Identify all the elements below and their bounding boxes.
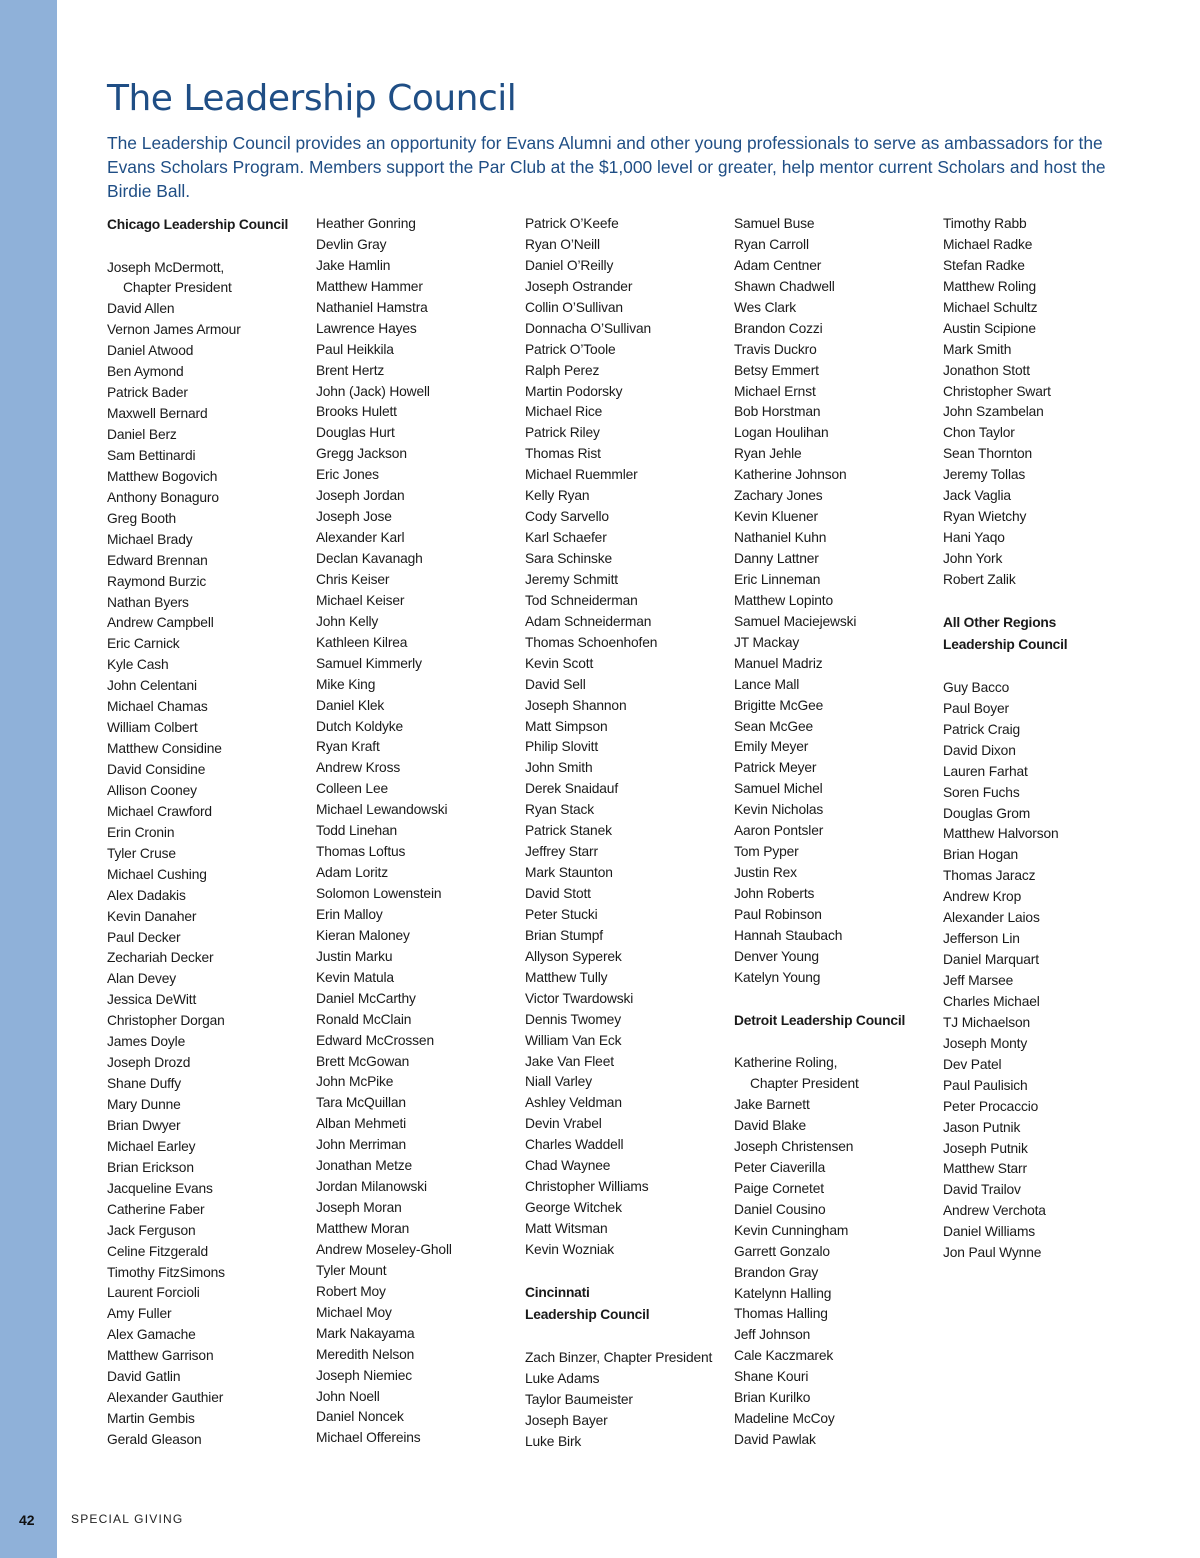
member-name: Joseph Ostrander [525, 278, 633, 294]
member-name: Joseph Drozd [107, 1055, 191, 1071]
member-name: Joseph Moran [316, 1200, 402, 1216]
name-column-5 [943, 214, 1143, 1264]
member-name: John York [943, 551, 1003, 566]
member-name: William Van Eck [525, 1032, 622, 1048]
member-name: Brian Stumpf [525, 927, 603, 943]
member-name: Jacqueline Evans [107, 1180, 213, 1196]
council-heading: All Other Regions [943, 614, 1057, 630]
member-name: Paul Decker [107, 929, 181, 945]
member-name: Patrick O’Toole [525, 341, 616, 357]
member-name: John McPike [316, 1074, 394, 1090]
member-name: David Gatlin [107, 1369, 181, 1385]
member-name: Katelynn Halling [734, 1285, 832, 1301]
member-name: Jeff Johnson [734, 1327, 811, 1343]
member-name: Matthew Starr [943, 1161, 1027, 1177]
member-name: Thomas Schoenhofen [525, 634, 658, 650]
member-name: Hani Yaqo [943, 530, 1005, 546]
member-name: Ryan Jehle [734, 446, 802, 462]
member-name: John Celentani [107, 678, 197, 694]
spacer [525, 1261, 725, 1282]
member-name: Charles Michael [943, 993, 1040, 1009]
member-name: Alban Mehmeti [316, 1116, 407, 1132]
member-name: John (Jack) Howell [316, 383, 430, 399]
member-name: Ryan Kraft [316, 739, 380, 755]
member-name: Katherine Roling, [734, 1055, 838, 1071]
member-name: Devin Vrabel [525, 1116, 602, 1132]
member-name: Charles Waddell [525, 1137, 624, 1153]
spacer [943, 591, 1143, 612]
member-name: Donnacha O’Sullivan [525, 320, 651, 336]
spacer [107, 237, 307, 258]
member-name: Christopher Williams [525, 1179, 649, 1195]
member-name: Laurent Forcioli [107, 1285, 200, 1301]
member-name: Chon Taylor [943, 425, 1015, 441]
member-name: Christopher Swart [943, 383, 1051, 399]
member-name: Wes Clark [734, 299, 797, 315]
member-name: Robert Moy [316, 1283, 386, 1299]
council-heading: Leadership Council [943, 637, 1068, 653]
member-name: Niall Varley [525, 1074, 592, 1090]
member-name: David Sell [525, 676, 586, 692]
member-name: Jeremy Schmitt [525, 571, 618, 587]
member-name: Samuel Maciejewski [734, 613, 857, 629]
member-name: Lauren Farhat [943, 763, 1028, 779]
member-name: Mark Smith [943, 341, 1012, 357]
member-name: Anthony Bonaguro [107, 489, 219, 505]
member-name: Jack Ferguson [107, 1222, 196, 1238]
member-name: Ryan Carroll [734, 236, 809, 252]
member-name: Jeff Marsee [943, 973, 1014, 988]
member-name: Karl Schaefer [525, 530, 607, 546]
member-name: Michael Radke [943, 236, 1033, 252]
member-name: Nathaniel Hamstra [316, 299, 428, 315]
member-name: Emily Meyer [734, 739, 809, 755]
member-name: John Smith [525, 760, 593, 776]
member-name: Kevin Danaher [107, 908, 197, 924]
member-name: Daniel Berz [107, 427, 177, 442]
member-name: Kevin Cunningham [734, 1222, 849, 1238]
member-name: Mary Dunne [107, 1097, 181, 1112]
member-name: Joseph Jordan [316, 488, 405, 504]
member-name: John Szambelan [943, 404, 1044, 420]
member-name: Nathan Byers [107, 594, 189, 610]
spacer [943, 657, 1143, 678]
member-name: Andrew Krop [943, 889, 1022, 905]
member-name: Derek Snaidauf [525, 781, 619, 797]
member-name: Chad Waynee [525, 1158, 611, 1174]
member-name: Michael Moy [316, 1304, 392, 1320]
member-name: Ryan O’Neill [525, 236, 600, 252]
member-name: Michael Lewandowski [316, 802, 448, 818]
member-name: Paul Paulisich [943, 1077, 1028, 1093]
member-name: Madeline McCoy [734, 1411, 835, 1427]
member-name: Martin Podorsky [525, 383, 623, 399]
member-name: Alexander Laios [943, 910, 1040, 926]
member-name: Tara McQuillan [316, 1095, 406, 1111]
member-name: Andrew Kross [316, 760, 401, 776]
member-name: Brandon Gray [734, 1264, 819, 1280]
member-name: Lawrence Hayes [316, 320, 417, 336]
member-name: George Witchek [525, 1200, 622, 1216]
member-name: Andrew Moseley-Gholl [316, 1241, 452, 1257]
member-name: Daniel Klek [316, 697, 385, 713]
member-name: Greg Booth [107, 510, 177, 526]
member-name: Shane Kouri [734, 1369, 809, 1385]
member-name: Philip Slovitt [525, 739, 599, 755]
member-name: Mike King [316, 676, 376, 692]
member-name: Brent Hertz [316, 362, 385, 378]
member-name: Denver Young [734, 948, 819, 964]
member-name: Gregg Jackson [316, 446, 407, 462]
name-column-1 [107, 214, 307, 1451]
member-name: Solomon Lowenstein [316, 886, 442, 901]
member-name: Allyson Syperek [525, 948, 622, 964]
member-name: Matthew Considine [107, 741, 222, 757]
member-name: Kevin Kluener [734, 509, 818, 525]
council-heading: Cincinnati [525, 1284, 590, 1300]
member-name: Daniel Atwood [107, 343, 194, 359]
member-name: Robert Zalik [943, 571, 1016, 587]
member-name: Matthew Roling [943, 278, 1036, 294]
member-name: Nathaniel Kuhn [734, 530, 827, 546]
member-name: Joseph Jose [316, 509, 392, 525]
member-name: William Colbert [107, 720, 198, 736]
member-name: Erin Cronin [107, 824, 175, 840]
member-name: Cale Kaczmarek [734, 1348, 834, 1364]
member-name: Michael Ernst [734, 383, 816, 399]
member-name: Matthew Lopinto [734, 592, 833, 608]
member-name: Justin Rex [734, 865, 797, 881]
member-name: Alex Dadakis [107, 887, 186, 903]
member-name: Douglas Grom [943, 805, 1031, 821]
member-name: Jonathon Stott [943, 362, 1030, 378]
member-name: Victor Twardowski [525, 990, 634, 1006]
member-name: Joseph Christensen [734, 1138, 854, 1154]
member-name: Amy Fuller [107, 1306, 172, 1322]
member-name: Zach Binzer, Chapter President [525, 1349, 713, 1365]
member-name: Adam Centner [734, 257, 822, 273]
member-name: Mark Nakayama [316, 1325, 415, 1341]
member-name: Eric Jones [316, 467, 379, 483]
member-name: Jonathan Metze [316, 1158, 413, 1174]
member-name: Zechariah Decker [107, 950, 214, 966]
member-name: Daniel O’Reilly [525, 257, 614, 273]
member-name: Alex Gamache [107, 1327, 196, 1343]
name-column-2 [316, 214, 516, 1449]
member-name: Zachary Jones [734, 488, 823, 504]
member-name: Peter Ciaverilla [734, 1159, 826, 1175]
council-heading: Detroit Leadership Council [734, 1012, 906, 1028]
name-column-4 [734, 214, 934, 1451]
member-name: Timothy Rabb [943, 216, 1027, 231]
member-name: Michael Rice [525, 404, 603, 420]
member-name: Matthew Hammer [316, 278, 423, 294]
member-name: Taylor Baumeister [525, 1391, 633, 1407]
member-name: Matthew Tully [525, 969, 608, 985]
member-name: Jessica DeWitt [107, 992, 197, 1008]
member-name: Devlin Gray [316, 236, 387, 252]
member-name: Jon Paul Wynne [943, 1245, 1042, 1261]
member-name: Dev Patel [943, 1056, 1002, 1072]
spacer [734, 989, 934, 1010]
member-name: John Merriman [316, 1137, 407, 1153]
member-name: Paul Robinson [734, 906, 822, 922]
intro-paragraph: The Leadership Council provides an opportunity for Evans Alumni and other young professionals to serve as ambassadors for the Evans Scholars Program. Members support the Par Club at the $1,000 level or greater, help mentor current Scholars and host the Birdie Ball. [107, 133, 1106, 201]
member-name: Alexander Gauthier [107, 1390, 224, 1406]
member-name: TJ Michaelson [943, 1014, 1030, 1030]
member-name: Raymond Burzic [107, 573, 207, 589]
member-name: Brian Kurilko [734, 1390, 811, 1406]
member-name: Dennis Twomey [525, 1011, 621, 1027]
member-name: Samuel Kimmerly [316, 655, 422, 671]
member-name: Brooks Hulett [316, 404, 397, 420]
member-name: Catherine Faber [107, 1201, 205, 1217]
member-name: Jeremy Tollas [943, 467, 1026, 483]
member-name: Edward McCrossen [316, 1032, 434, 1048]
member-name: Tyler Mount [316, 1262, 387, 1278]
member-name: Joseph Shannon [525, 697, 627, 713]
member-name: Eric Linneman [734, 571, 821, 587]
member-name: Manuel Madriz [734, 655, 823, 671]
member-name: Sara Schinske [525, 551, 613, 566]
member-name: Joseph McDermott, [107, 259, 225, 275]
member-name: Edward Brennan [107, 552, 208, 568]
member-name: Alexander Karl [316, 530, 405, 546]
member-name: Meredith Nelson [316, 1346, 415, 1362]
member-name: Michael Brady [107, 531, 193, 547]
member-name: Matthew Garrison [107, 1348, 214, 1364]
member-name: Katherine Johnson [734, 467, 847, 483]
member-name: Chris Keiser [316, 571, 390, 587]
member-name: Daniel Marquart [943, 952, 1039, 968]
member-name: David Allen [107, 301, 175, 317]
member-name: Kevin Wozniak [525, 1241, 615, 1257]
member-name: JT Mackay [734, 634, 800, 650]
member-name: Garrett Gonzalo [734, 1243, 830, 1259]
member-name: Samuel Michel [734, 781, 823, 797]
member-name: Brigitte McGee [734, 697, 824, 713]
spacer [734, 1032, 934, 1053]
member-name: Soren Fuchs [943, 784, 1020, 800]
name-column-3 [525, 214, 725, 1453]
member-name: Daniel Cousino [734, 1201, 826, 1217]
member-name: Patrick Stanek [525, 823, 612, 839]
member-name: Tod Schneiderman [525, 592, 638, 608]
member-name: Andrew Campbell [107, 615, 214, 631]
member-name: Jefferson Lin [943, 931, 1020, 947]
member-name: Todd Linehan [316, 823, 398, 839]
member-name: Dutch Koldyke [316, 718, 404, 734]
member-name: Jeffrey Starr [525, 844, 598, 860]
member-name: Joseph Niemiec [316, 1367, 413, 1383]
member-name: Martin Gembis [107, 1411, 195, 1427]
member-name: Kevin Nicholas [734, 802, 824, 818]
member-name: Guy Bacco [943, 679, 1010, 695]
member-name: David Blake [734, 1118, 806, 1133]
member-name: Samuel Buse [734, 216, 815, 231]
member-name: Michael Keiser [316, 592, 405, 608]
member-name: Patrick Meyer [734, 760, 817, 776]
member-name: Chapter President [123, 280, 232, 296]
member-name: Danny Lattner [734, 551, 819, 566]
member-name: Declan Kavanagh [316, 551, 423, 566]
member-name: Daniel Williams [943, 1224, 1036, 1240]
member-name: Michael Chamas [107, 699, 208, 715]
member-name: Sean Thornton [943, 446, 1033, 462]
member-name: Michael Earley [107, 1138, 196, 1154]
member-name: Jake Hamlin [316, 257, 391, 273]
member-name: Justin Marku [316, 948, 393, 964]
page-title: The Leadership Council [107, 78, 517, 119]
member-name: Paige Cornetet [734, 1180, 824, 1196]
member-name: Kevin Scott [525, 655, 594, 671]
member-name: Chapter President [750, 1076, 859, 1092]
member-name: Joseph Bayer [525, 1412, 608, 1428]
member-name: Brian Dwyer [107, 1117, 181, 1133]
member-name: Jordan Milanowski [316, 1179, 427, 1195]
spacer [525, 1327, 725, 1348]
member-name: Alan Devey [107, 971, 177, 987]
member-name: Adam Loritz [316, 865, 388, 881]
member-name: Michael Offereins [316, 1430, 421, 1446]
member-name: Thomas Rist [525, 446, 601, 462]
member-name: Brian Erickson [107, 1159, 194, 1175]
page-number: 42 [19, 1512, 35, 1528]
member-name: Ryan Wietchy [943, 509, 1027, 525]
member-name: Tyler Cruse [107, 845, 176, 861]
member-name: Michael Schultz [943, 299, 1038, 315]
member-name: Christopher Dorgan [107, 1013, 225, 1029]
member-name: David Pawlak [734, 1432, 816, 1448]
council-heading: Chicago Leadership Council [107, 217, 289, 232]
member-name: Colleen Lee [316, 781, 388, 797]
member-name: Mark Staunton [525, 865, 613, 881]
member-name: Stefan Radke [943, 257, 1025, 273]
member-name: Jake Van Fleet [525, 1053, 614, 1069]
member-name: David Considine [107, 762, 206, 777]
page-sidebar-band [0, 0, 57, 1558]
member-name: Thomas Halling [734, 1306, 828, 1322]
member-name: John Kelly [316, 613, 379, 629]
member-name: Ralph Perez [525, 362, 600, 378]
member-name: Brandon Cozzi [734, 320, 823, 336]
member-name: David Trailov [943, 1182, 1021, 1198]
member-name: Aaron Pontsler [734, 823, 824, 839]
member-name: Brett McGowan [316, 1053, 410, 1069]
member-name: James Doyle [107, 1034, 186, 1050]
member-name: Patrick Riley [525, 425, 600, 441]
member-name: Kyle Cash [107, 657, 169, 673]
member-name: Paul Heikkila [316, 341, 394, 357]
member-name: Logan Houlihan [734, 425, 829, 441]
member-name: Austin Scipione [943, 320, 1036, 336]
member-name: Patrick Craig [943, 721, 1021, 737]
member-name: Patrick Bader [107, 385, 188, 401]
member-name: Michael Crawford [107, 803, 212, 819]
member-name: Gerald Gleason [107, 1432, 202, 1447]
member-name: Daniel Noncek [316, 1409, 404, 1425]
member-name: Celine Fitzgerald [107, 1243, 208, 1259]
member-name: Allison Cooney [107, 782, 197, 798]
member-name: Matthew Bogovich [107, 468, 218, 484]
member-name: Ryan Stack [525, 802, 595, 818]
member-name: Matthew Halvorson [943, 826, 1059, 842]
member-name: Adam Schneiderman [525, 613, 652, 629]
member-name: Ashley Veldman [525, 1095, 622, 1111]
member-name: Andrew Verchota [943, 1203, 1046, 1219]
member-name: Matthew Moran [316, 1221, 410, 1236]
member-name: Hannah Staubach [734, 927, 843, 943]
member-name: Daniel McCarthy [316, 990, 416, 1006]
member-name: Jake Barnett [734, 1097, 810, 1113]
member-name: Bob Horstman [734, 404, 821, 420]
member-name: Kelly Ryan [525, 488, 590, 504]
member-name: Collin O’Sullivan [525, 299, 623, 315]
member-name: Thomas Jaracz [943, 868, 1036, 884]
council-heading: Leadership Council [525, 1307, 650, 1323]
member-name: Katelyn Young [734, 969, 821, 985]
member-name: Matt Simpson [525, 718, 608, 734]
member-name: Kathleen Kilrea [316, 634, 408, 650]
member-name: Paul Boyer [943, 700, 1009, 716]
member-name: John Roberts [734, 886, 815, 901]
member-name: Luke Adams [525, 1370, 600, 1386]
member-name: Erin Malloy [316, 906, 383, 922]
member-name: Tom Pyper [734, 844, 799, 860]
member-name: Lance Mall [734, 676, 800, 692]
member-name: Peter Procaccio [943, 1098, 1039, 1114]
member-name: Betsy Emmert [734, 362, 819, 378]
member-name: Cody Sarvello [525, 509, 609, 525]
member-name: Travis Duckro [734, 341, 817, 357]
member-name: David Dixon [943, 742, 1016, 758]
member-name: Joseph Monty [943, 1035, 1028, 1051]
member-name: Matt Witsman [525, 1221, 608, 1236]
member-name: Douglas Hurt [316, 425, 395, 441]
member-name: Patrick O’Keefe [525, 216, 619, 231]
member-name: Michael Ruemmler [525, 467, 638, 483]
member-name: Sam Bettinardi [107, 447, 196, 463]
member-name: Jack Vaglia [943, 488, 1011, 504]
member-name: Shane Duffy [107, 1076, 182, 1092]
section-label: SPECIAL GIVING [71, 1512, 184, 1526]
member-name: Heather Gonring [316, 216, 416, 231]
member-name: Shawn Chadwell [734, 278, 835, 294]
member-name: Brian Hogan [943, 847, 1019, 863]
member-name: Sean McGee [734, 718, 814, 734]
member-name: Peter Stucki [525, 906, 598, 922]
member-name: Kieran Maloney [316, 927, 410, 943]
member-name: Maxwell Bernard [107, 406, 208, 422]
member-name: Jason Putnik [943, 1119, 1021, 1135]
member-name: Thomas Loftus [316, 844, 406, 860]
member-name: David Stott [525, 886, 591, 901]
member-name: Timothy FitzSimons [107, 1264, 225, 1280]
member-name: Kevin Matula [316, 969, 394, 985]
member-name: Eric Carnick [107, 636, 180, 652]
member-name: Michael Cushing [107, 866, 207, 882]
member-name: Ben Aymond [107, 364, 184, 380]
member-name: Ronald McClain [316, 1011, 412, 1027]
member-name: Vernon James Armour [107, 322, 241, 338]
member-name: John Noell [316, 1388, 380, 1404]
member-name: Joseph Putnik [943, 1140, 1028, 1156]
member-name: Luke Birk [525, 1433, 582, 1449]
